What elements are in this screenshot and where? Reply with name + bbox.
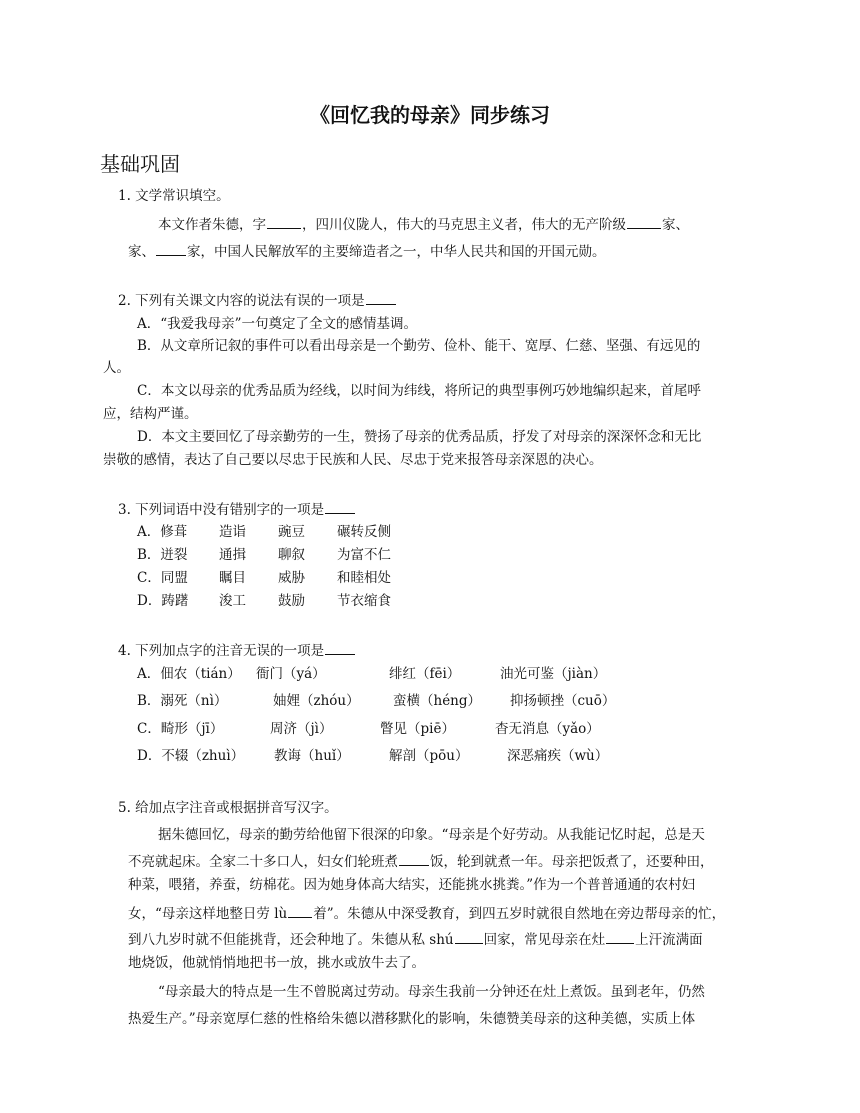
q5-para-line — [128, 853, 714, 870]
q5-para-line: 热爱生产。”母亲宽厚仁慈的性格给朱德以潜移默化的影响，朱德赞美母亲的这种美德，实质上体 — [128, 1011, 696, 1027]
q5-heading: 5. 给加点字注音或根据拼音写汉字。 — [118, 800, 338, 816]
document-title: 《回忆我的母亲》同步练习 — [310, 103, 550, 127]
q4-item: 妯娌（zhóu） — [273, 693, 360, 709]
q5-para-line: “母亲最大的特点是一生不曾脱离过劳动。母亲生我前一分钟还在灶上煮饭。虽到老年，仍然 — [158, 984, 705, 1000]
q1-text: ，四川仪陇人，伟大的马克思主义者，伟大的无产阶级 — [302, 217, 626, 233]
q2-heading — [118, 292, 397, 309]
q5-para-line — [128, 905, 725, 922]
q4-heading — [118, 642, 356, 659]
answer-blank — [325, 642, 355, 655]
q4-item: 蛮横（héng） — [393, 693, 482, 709]
q5-text: 到八九岁时就不但能挑背，还会种地了。朱德从私 shú — [128, 932, 454, 948]
q5-text: 女，“母亲这样地整日劳 lù — [128, 906, 288, 922]
q5-para-line: 种菜，喂猪，养蚕，纺棉花。因为她身体高大结实，还能挑水挑粪。”作为一个普普通通的农村妇 — [128, 877, 696, 893]
q3-word: 浚工 — [219, 593, 246, 609]
q2-option-d-cont: 崇敬的感情，表达了自己要以尽忠于民族和人民、尽忠于党来报答母亲深恩的决心。 — [103, 452, 603, 468]
answer-blank — [325, 501, 355, 514]
q3-word: 造诣 — [219, 524, 246, 540]
q4-item: 杳无消息（yǎo） — [495, 721, 600, 737]
q3-word: 和睦相处 — [337, 570, 391, 586]
answer-blank — [366, 292, 396, 305]
answer-blank — [455, 931, 483, 944]
q4-item: 解剖（pōu） — [389, 748, 469, 764]
q1-line-1 — [158, 216, 689, 233]
q1-text: 家、 — [662, 217, 689, 233]
q3-word: 碾转反侧 — [337, 524, 391, 540]
q4-item: 教诲（huǐ） — [274, 748, 350, 764]
q5-para-line — [128, 931, 703, 948]
q3-word: C．同盟 — [137, 570, 188, 586]
q3-word: 为富不仁 — [337, 547, 391, 563]
q1-heading: 1. 文学常识填空。 — [118, 188, 230, 204]
q4-item: 绯红（fēi） — [389, 666, 461, 682]
q3-word: A．修葺 — [137, 524, 188, 540]
q1-text: 本文作者朱德，字 — [158, 217, 266, 233]
q3-word: B．迸裂 — [137, 547, 188, 563]
q2-option-b: B．从文章所记叙的事件可以看出母亲是一个勤劳、俭朴、能干、宽厚、仁慈、坚强、有远见的 — [137, 338, 701, 354]
q5-text: 饭，轮到就煮一年。母亲把饭煮了，还要种田， — [430, 854, 714, 870]
answer-blank — [267, 216, 301, 229]
q3-word: 节衣缩食 — [337, 593, 391, 609]
answer-blank — [606, 931, 634, 944]
q5-para-line: 据朱德回忆，母亲的勤劳给他留下很深的印象。“母亲是个好劳动。从我能记忆时起，总是天 — [158, 827, 705, 843]
q4-item: 瞥见（piē） — [380, 721, 455, 737]
q1-line-2 — [128, 243, 606, 260]
q4-item: 周济（jì） — [270, 721, 333, 737]
q5-para-line: 地烧饭，他就悄悄地把书一放，挑水或放牛去了。 — [128, 955, 425, 971]
q5-text: 上汗流满面 — [635, 932, 703, 948]
q4-item: B．溺死（nì） — [137, 693, 228, 709]
q4-item: D．不辍（zhuì） — [137, 748, 245, 764]
q5-text: 不亮就起床。全家二十多口人，妇女们轮班煮 — [128, 854, 398, 870]
q4-item: 深恶痛疾（wù） — [507, 748, 609, 764]
q1-text: 家，中国人民解放军的主要缔造者之一，中华人民共和国的开国元勋。 — [187, 244, 606, 260]
q2-option-c: C．本文以母亲的优秀品质为经线，以时间为纬线，将所记的典型事例巧妙地编织起来，首尾呼 — [137, 383, 701, 399]
q3-word: 通揖 — [219, 547, 246, 563]
q2-option-a: A．“我爱我母亲”一句奠定了全文的感情基调。 — [137, 316, 418, 332]
q3-word: 聊叙 — [278, 547, 305, 563]
q4-item: 抑扬顿挫（cuō） — [510, 693, 616, 709]
q3-word: 鼓励 — [278, 593, 305, 609]
q4-item: A．佃农（tián） — [137, 666, 241, 682]
q5-text: 着”。朱德从中深受教育，到四五岁时就很自然地在旁边帮母亲的忙， — [313, 906, 726, 922]
q4-item: 衙门（yá） — [256, 666, 326, 682]
q2-option-d: D．本文主要回忆了母亲勤劳的一生，赞扬了母亲的优秀品质，抒发了对母亲的深深怀念和无比 — [137, 429, 702, 445]
answer-blank — [156, 243, 186, 256]
section-heading: 基础巩固 — [100, 152, 180, 176]
q3-word: D．踌躇 — [137, 593, 189, 609]
q2-option-b-cont: 人。 — [103, 360, 130, 376]
q5-text: 回家，常见母亲在灶 — [483, 932, 606, 948]
q3-word: 豌豆 — [278, 524, 305, 540]
q3-word: 瞩目 — [219, 570, 246, 586]
q2-text: 2. 下列有关课文内容的说法有误的一项是 — [118, 293, 365, 309]
answer-blank — [399, 853, 429, 866]
q2-option-c-cont: 应，结构严谨。 — [103, 406, 198, 422]
q4-item: C．畸形（jī） — [137, 721, 224, 737]
q4-item: 油光可鉴（jiàn） — [500, 666, 607, 682]
q3-heading — [118, 501, 356, 518]
q3-text: 3. 下列词语中没有错别字的一项是 — [118, 502, 325, 518]
answer-blank — [627, 216, 661, 229]
q3-word: 威胁 — [278, 570, 305, 586]
q4-text: 4. 下列加点字的注音无误的一项是 — [118, 643, 325, 659]
q1-text: 家、 — [128, 244, 155, 260]
answer-blank — [288, 905, 312, 918]
